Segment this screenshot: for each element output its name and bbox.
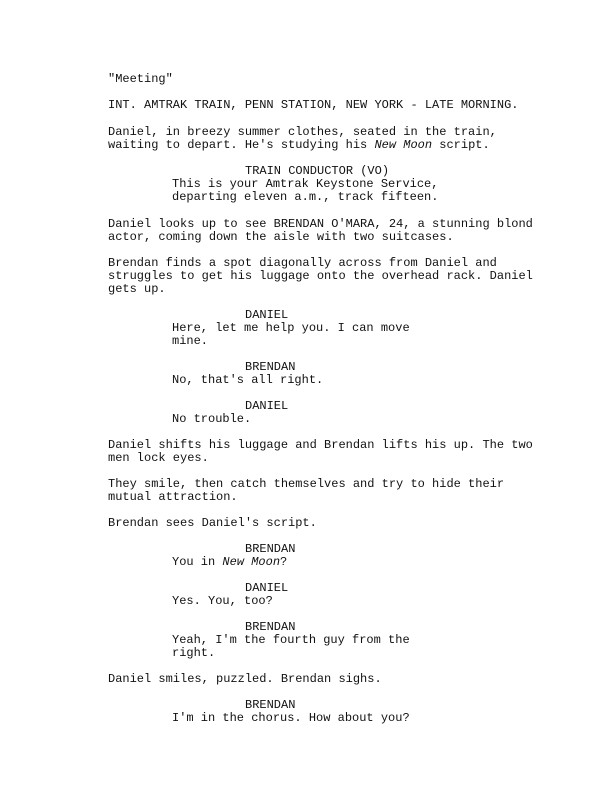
action-line: Daniel smiles, puzzled. Brendan sighs. — [108, 672, 382, 686]
action-line: Daniel, in breezy summer clothes, seated in the train, — [108, 125, 497, 139]
character-cue: BRENDAN — [245, 360, 296, 374]
italic-title: New Moon — [374, 138, 433, 152]
action-line: Daniel looks up to see BRENDAN O'MARA, 24, a stunning blond — [108, 217, 533, 231]
action-line: Daniel shifts his luggage and Brendan lifts his up. The two — [108, 438, 533, 452]
action-line: Brendan sees Daniel's script. — [108, 516, 317, 530]
action-line: waiting to depart. He's studying his New Moon script. — [108, 138, 490, 152]
dialogue-line: No trouble. — [172, 412, 252, 426]
dialogue-line: Here, let me help you. I can move — [172, 321, 410, 335]
action-line: Brendan finds a spot diagonally across from Daniel and — [108, 256, 497, 270]
character-cue: BRENDAN — [245, 542, 296, 556]
action-line: struggles to get his luggage onto the overhead rack. Daniel — [108, 269, 533, 283]
scene-heading: INT. AMTRAK TRAIN, PENN STATION, NEW YORK - LATE MORNING. — [108, 98, 519, 112]
action-line: gets up. — [108, 282, 166, 296]
character-cue: DANIEL — [245, 399, 289, 413]
dialogue-line: This is your Amtrak Keystone Service, — [172, 177, 439, 191]
action-line: men lock eyes. — [108, 451, 209, 465]
scene-title: "Meeting" — [108, 72, 173, 86]
character-cue: BRENDAN — [245, 698, 296, 712]
action-line: actor, coming down the aisle with two suitcases. — [108, 230, 454, 244]
dialogue-line: No, that's all right. — [172, 373, 324, 387]
dialogue-line: Yes. You, too? — [172, 594, 273, 608]
italic-title: New Moon — [222, 555, 281, 569]
action-line: mutual attraction. — [108, 490, 238, 504]
dialogue-line: You in New Moon? — [172, 555, 288, 569]
character-cue: BRENDAN — [245, 620, 296, 634]
action-line: They smile, then catch themselves and try to hide their — [108, 477, 505, 491]
dialogue-line: right. — [172, 646, 216, 660]
character-cue: DANIEL — [245, 581, 289, 595]
dialogue-line: mine. — [172, 334, 209, 348]
dialogue-line: I'm in the chorus. How about you? — [172, 711, 410, 725]
character-cue: DANIEL — [245, 308, 289, 322]
dialogue-line: departing eleven a.m., track fifteen. — [172, 190, 439, 204]
character-cue: TRAIN CONDUCTOR (VO) — [245, 164, 390, 178]
dialogue-line: Yeah, I'm the fourth guy from the — [172, 633, 410, 647]
